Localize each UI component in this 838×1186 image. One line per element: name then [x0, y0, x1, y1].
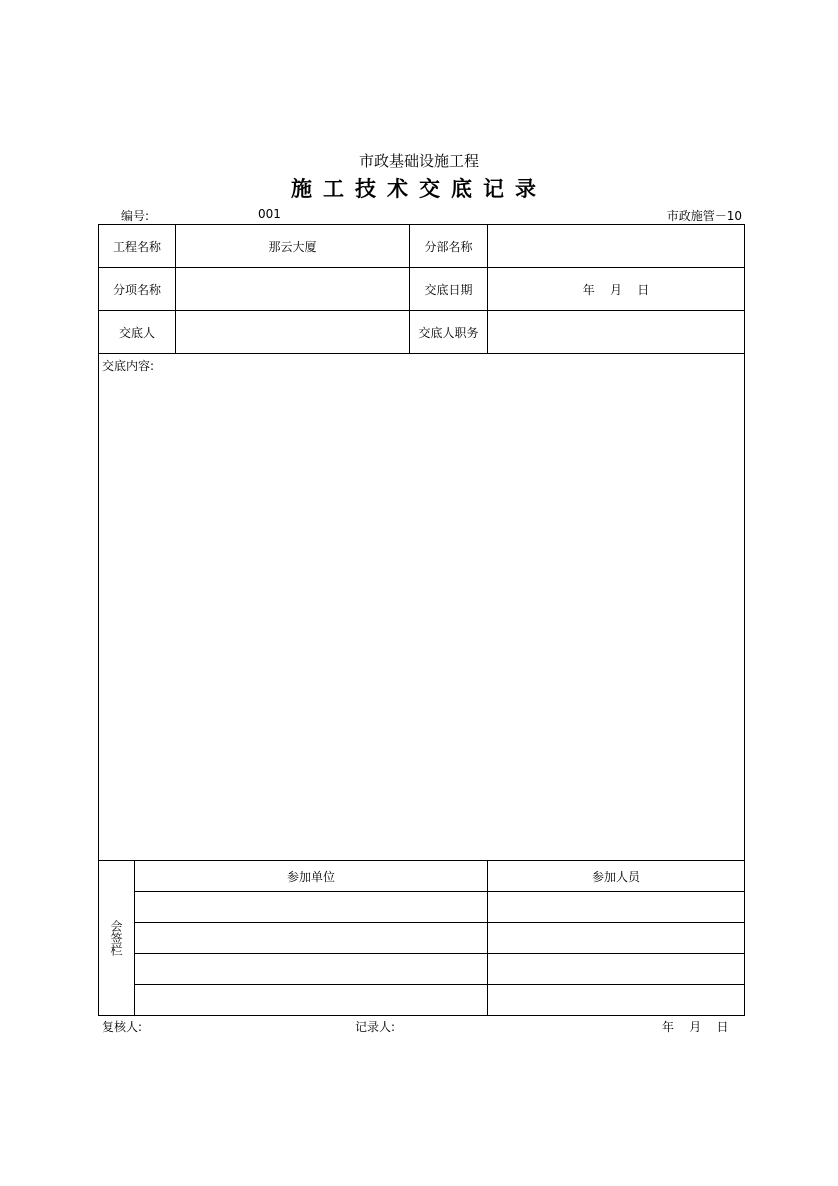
- project-name-field[interactable]: 那云大厦: [268, 239, 317, 254]
- signature-section-label: 会签栏: [109, 920, 123, 956]
- recorder-label: 记录人:: [355, 1020, 396, 1034]
- signature-person-cell[interactable]: [488, 892, 744, 922]
- presenter-title-label: 交底人职务: [418, 325, 479, 340]
- signature-unit-cell[interactable]: [135, 954, 487, 984]
- number-label: 编号:: [121, 209, 150, 223]
- signature-unit-cell[interactable]: [135, 892, 487, 922]
- reviewer-label: 复核人:: [102, 1020, 143, 1034]
- number-value: 001: [258, 207, 281, 221]
- unit-header: 参加单位: [286, 869, 335, 884]
- signature-person-cell[interactable]: [488, 985, 744, 1015]
- date-label: 交底日期: [424, 282, 473, 297]
- signature-person-cell[interactable]: [488, 923, 744, 953]
- signature-section-cell: [99, 861, 134, 1015]
- presenter-field[interactable]: [176, 311, 409, 353]
- subitem-field[interactable]: [176, 268, 409, 310]
- row-divider: [98, 353, 745, 354]
- date-field[interactable]: 年 月 日: [582, 282, 650, 297]
- footer-date: 年 月 日: [662, 1020, 729, 1034]
- presenter-title-field[interactable]: [488, 311, 744, 353]
- content-label: 交底内容:: [102, 359, 155, 373]
- person-header: 参加人员: [591, 869, 640, 884]
- signature-person-cell[interactable]: [488, 954, 744, 984]
- presenter-label: 交底人: [118, 325, 155, 340]
- subitem-label: 分项名称: [112, 282, 161, 297]
- division-label: 分部名称: [424, 239, 473, 254]
- content-area[interactable]: [99, 375, 744, 859]
- form-subtitle: 市政基础设施工程: [358, 152, 479, 170]
- form-code: 市政施管－10: [666, 209, 742, 223]
- signature-unit-cell[interactable]: [135, 923, 487, 953]
- division-field[interactable]: [488, 225, 744, 267]
- signature-unit-cell[interactable]: [135, 985, 487, 1015]
- project-name-label: 工程名称: [112, 239, 161, 254]
- form-title: 施工技术交底记录: [291, 176, 547, 201]
